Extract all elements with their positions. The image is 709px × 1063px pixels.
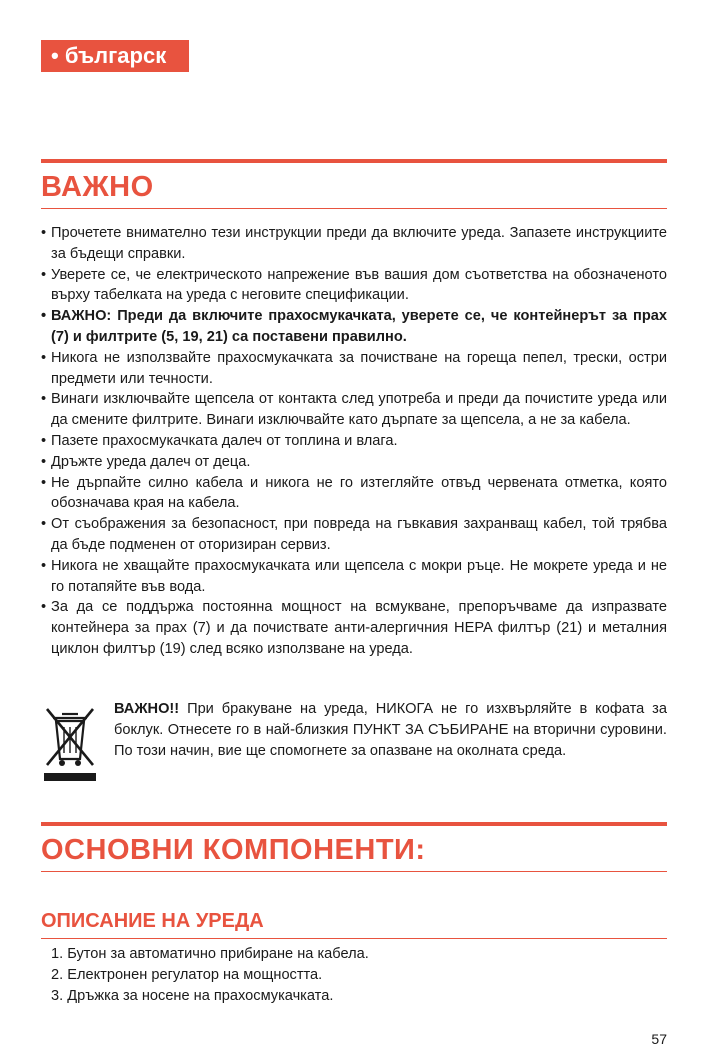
description-heading: ОПИСАНИЕ НА УРЕДА bbox=[41, 910, 264, 932]
section-rule-bottom bbox=[41, 208, 667, 209]
list-item: • От съображения за безопасност, при повреда на гъвкавия захранващ кабел, той трябва да бъде подменен от оторизиран сервиз. bbox=[41, 514, 667, 556]
section-rule-bottom bbox=[41, 871, 667, 872]
important-list bbox=[41, 223, 667, 660]
list-item: • ВАЖНО: Преди да включите прахосмукачката, уверете се, че контейнерът за прах (7) и филтрите (5, 19, 21) са поставени правилно. bbox=[41, 306, 667, 348]
list-item: • Пазете прахосмукачката далеч от топлина и влага. bbox=[41, 431, 667, 452]
subsection-rule bbox=[41, 938, 667, 939]
list-item: • Дръжте уреда далеч от деца. bbox=[41, 452, 667, 473]
important-heading: ВАЖНО bbox=[41, 171, 154, 203]
crossed-bin-icon bbox=[44, 705, 96, 783]
language-tag: • българск bbox=[41, 40, 189, 72]
list-item: • Не дърпайте силно кабела и никога не го изтегляйте отвъд червената отметка, която обозначава края на кабела. bbox=[41, 473, 667, 515]
list-item: 3. Дръжка за носене на прахосмукачката. bbox=[51, 988, 334, 1004]
important-section bbox=[41, 159, 667, 660]
components-section bbox=[41, 822, 667, 1007]
list-item: • Уверете се, че електрическото напрежение във вашия дом съответства на обозначеното върху табелката на уреда с неговите спецификации. bbox=[41, 265, 667, 307]
list-item: • За да се поддържа постоянна мощност на всмукване, препоръчваме да изпразвате контейнера за прах (7) и да почиствате анти-алергичния HEPA филтър (21) и металния циклон филтър (19) след всяко използване на уреда. bbox=[41, 597, 667, 659]
list-item: • Никога не използвайте прахосмукачката за почистване на гореща пепел, трески, остри предмети или течности. bbox=[41, 348, 667, 390]
disposal-label: ВАЖНО!! bbox=[114, 701, 180, 717]
list-item: • Винаги изключвайте щепсела от контакта след употреба и преди да почистите уреда или да смените филтрите. Винаги изключвайте като дърпате за щепсела, а не за кабела. bbox=[41, 389, 667, 431]
page-number: 57 bbox=[651, 1031, 667, 1047]
list-item: • Никога не хващайте прахосмукачката или щепсела с мокри ръце. Не мокрете уреда и не го потапяйте във вода. bbox=[41, 556, 667, 598]
parts-list bbox=[41, 944, 667, 1007]
list-item: 2. Електронен регулатор на мощността. bbox=[51, 967, 323, 983]
list-item: • Прочетете внимателно тези инструкции преди да включите уреда. Запазете инструкциите за бъдещи справки. bbox=[41, 223, 667, 265]
disposal-text: При бракуване на уреда, НИКОГА не го изхвърляйте в кофата за боклук. Отнесете го в най-близкия ПУНКТ ЗА СЪБИРАНЕ на вторични суровини. По този начин, вие ще спомогнете за опазване на околната среда. bbox=[114, 701, 667, 759]
disposal-notice bbox=[114, 699, 667, 762]
list-item: 1. Бутон за автоматично прибиране на кабела. bbox=[51, 946, 369, 962]
components-heading: ОСНОВНИ КОМПОНЕНТИ: bbox=[41, 834, 426, 866]
